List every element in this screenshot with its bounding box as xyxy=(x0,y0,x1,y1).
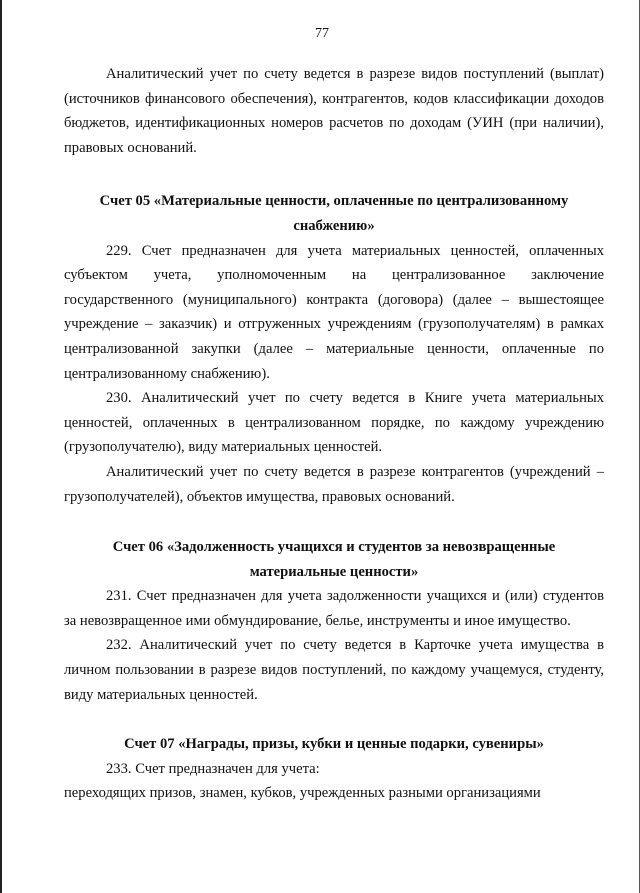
heading-account-05: Счет 05 «Материальные ценности, оплаченные по централизованному снабжению» xyxy=(99,193,569,234)
page-number: 77 xyxy=(315,26,329,41)
page-content xyxy=(64,62,604,806)
heading-account-07: Счет 07 «Награды, призы, кубки и ценные подарки, сувениры» xyxy=(124,736,544,753)
heading-account-06: Счет 06 «Задолженность учащихся и студентов за невозвращенные материальные ценности» xyxy=(112,539,556,580)
paragraph-232: 232. Аналитический учет по счету ведется в Карточке учета имущества в личном пользовании в разрезе видов поступлений, по каждому учащемуся, студенту, виду материальных ценностей. xyxy=(64,637,604,703)
paragraph-231: 231. Счет предназначен для учета задолженности учащихся и (или) студентов за невозвращенное ими обмундирование, белье, инструменты и иное имущество. xyxy=(64,588,604,629)
paragraph-230-analytics: Аналитический учет по счету ведется в разрезе контрагентов (учреждений – грузополучателей), объектов имущества, правовых оснований. xyxy=(64,463,604,505)
paragraph-233: 233. Счет предназначен для учета: xyxy=(106,760,320,777)
paragraph-analytics-intro: Аналитический учет по счету ведется в разрезе видов поступлений (выплат) (источников финансового обеспечения), контрагентов, кодов классификации доходов бюджетов, идентификационных номеров расчетов по доходам (УИН (при наличии), правовых оснований. xyxy=(64,66,604,156)
paragraph-233-list-item: переходящих призов, знамен, кубков, учрежденных разными организациями xyxy=(64,785,541,802)
paragraph-229: 229. Счет предназначен для учета материальных ценностей, оплаченных субъектом учета, уполномоченным на централизованное заключение государственного (муниципального) контракта (договора) (далее – вышестоящее учреждение – заказчик) и отгруженных учреждениям (грузополучателям) в рамках централизованной закупки (далее – материальные ценности, оплаченные по централизованному снабжению). xyxy=(64,242,604,382)
paragraph-230: 230. Аналитический учет по счету ведется в Книге учета материальных ценностей, оплаченных в централизованном порядке, по каждому учреждению (грузополучателю), виду материальных ценностей. xyxy=(64,390,604,456)
